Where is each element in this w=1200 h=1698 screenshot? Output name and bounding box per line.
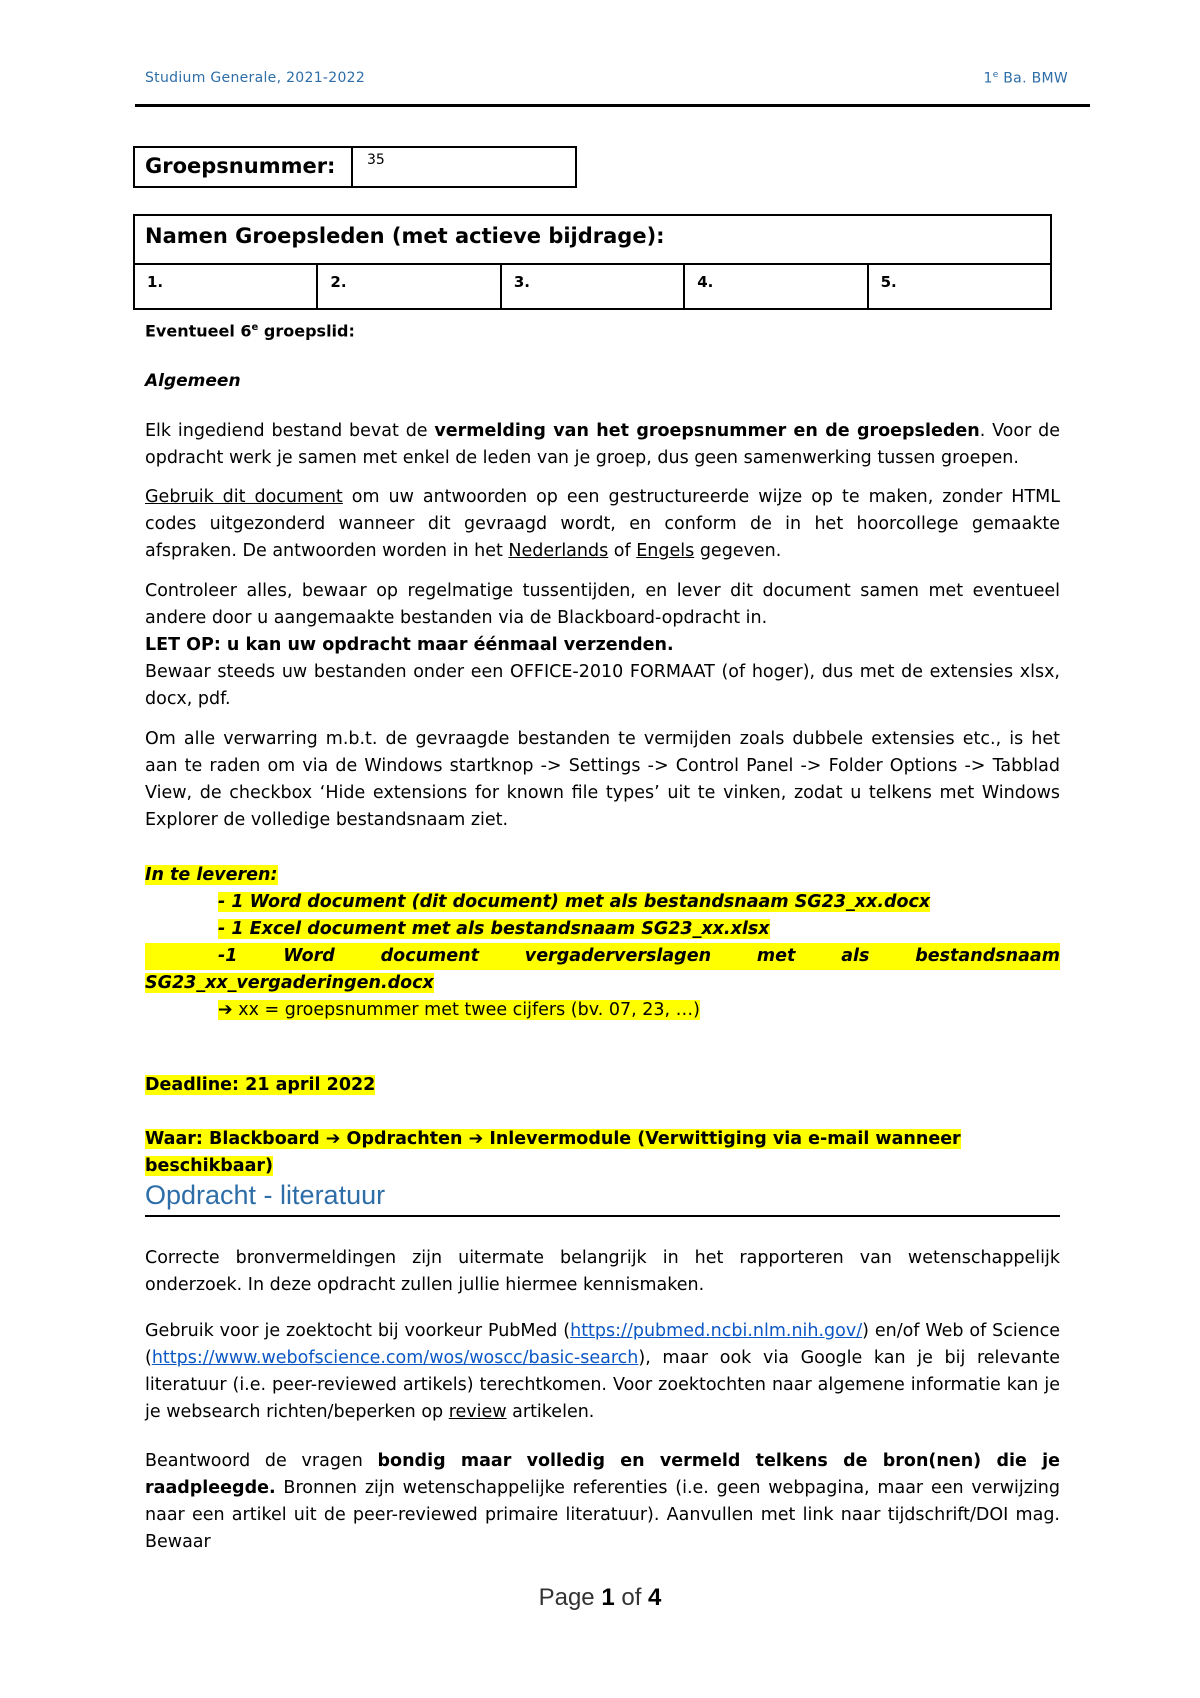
deliverable-note: ➔ xx = groepsnummer met twee cijfers (bv. 07, 23, …) <box>218 1000 700 1020</box>
member-cell-1[interactable]: 1. <box>135 265 318 308</box>
member-cell-5[interactable]: 5. <box>880 273 897 291</box>
deliverable-item-3: -1 Word document vergaderverslagen met als bestandsnaam <box>145 943 1060 970</box>
pubmed-link[interactable]: https://pubmed.ncbi.nlm.nih.gov/ <box>570 1321 863 1341</box>
group-number-value[interactable]: 35 <box>367 152 385 168</box>
members-title: Namen Groepsleden (met actieve bijdrage): <box>145 224 665 248</box>
paragraph-use-document: Gebruik dit document om uw antwoorden op een gestructureerde wijze op te maken, zonder HTML codes uitgezonderd wanneer dit gevraagd wordt, en conform de in het hoorcollege gemaakte afspraken. De antwoorden worden in het Nederlands of Engels gegeven. <box>145 487 1060 561</box>
members-row <box>135 263 1050 308</box>
header-year: 1e Ba. BMW <box>983 70 1068 87</box>
section-title-literatuur: Opdracht - literatuur <box>145 1180 1060 1217</box>
deliverable-item-2: - 1 Excel document met als bestandsnaam SG23_xx.xlsx <box>218 919 770 939</box>
warning-once: LET OP: u kan uw opdracht maar éénmaal verzenden. <box>145 635 674 655</box>
deliverable-item-3-cont: SG23_xx_vergaderingen.docx <box>145 973 434 993</box>
deliverables-block <box>145 862 1060 1024</box>
header-course: Studium Generale, 2021-2022 <box>145 70 366 86</box>
member-cell-4[interactable]: 4. <box>685 265 868 308</box>
page-footer: Page 1 of 4 <box>538 1584 662 1611</box>
extra-member-label: Eventueel 6e groepslid: <box>145 321 355 341</box>
paragraph-submission: Elk ingediend bestand bevat de vermelding van het groepsnummer en de groepsleden. Voor de opdracht werk je samen met enkel de leden van je groep, dus geen samenwerking tussen groepen. <box>145 421 1060 468</box>
deadline: Deadline: 21 april 2022 <box>145 1075 376 1095</box>
deliverables-title: In te leveren: <box>145 865 278 885</box>
page-header <box>135 70 1090 107</box>
paragraph-check: Controleer alles, bewaar op regelmatige tussentijden, en lever dit document samen met eventueel andere door u aangemaakte bestanden via de Blackboard-opdracht in. LET OP: u kan uw opdracht maar éénmaal verzenden. Bewaar steeds uw bestanden onder een OFFICE-2010 FORMAAT (of hoger), dus met de extensies xlsx, docx, pdf. <box>145 581 1060 709</box>
group-number-label: Groepsnummer: <box>135 148 353 186</box>
total-pages: 4 <box>648 1584 662 1611</box>
group-number-box <box>133 146 577 188</box>
arrow-right-icon: ➔ <box>325 1129 341 1149</box>
section-heading-algemeen: Algemeen <box>145 371 241 391</box>
paragraph-references: Correcte bronvermeldingen zijn uitermate belangrijk in het rapporteren van wetenschappelijk onderzoek. In deze opdracht zullen jullie hiermee kennismaken. <box>145 1248 1060 1295</box>
paragraph-extensions: Om alle verwarring m.b.t. de gevraagde bestanden te vermijden zoals dubbele extensies etc., is het aan te raden om via de Windows startknop -> Settings -> Control Panel -> Folder Options -> Tabblad View, de checkbox ‘Hide extensions for known file types’ uit te vinken, zodat u telkens met Windows Explorer de volledige bestandsnaam ziet. <box>145 729 1060 830</box>
paragraph-search: Gebruik voor je zoektocht bij voorkeur PubMed (https://pubmed.ncbi.nlm.nih.gov/) en/of Web of Science (https://www.webofscience.com/wos/woscc/basic-search), maar ook via Google kan je bij relevante literatuur (i.e. peer-reviewed artikels) terechtkomen. Voor zoektochten naar algemene informatie kan je je websearch richten/beperken op review artikelen. <box>145 1321 1061 1422</box>
submission-location: Waar: Blackboard ➔ Opdrachten ➔ Inlevermodule (Verwittiging via e-mail wanneer beschikbaar) <box>145 1129 961 1176</box>
arrow-right-icon: ➔ <box>468 1129 484 1149</box>
member-cell-3[interactable]: 3. <box>502 265 685 308</box>
current-page: 1 <box>601 1584 615 1611</box>
paragraph-answer-instructions: Beantwoord de vragen bondig maar volledig en vermeld telkens de bron(nen) die je raadpleegde. Bronnen zijn wetenschappelijke referenties (i.e. geen webpagina, maar een verwijzing naar een artikel uit de peer-reviewed primaire literatuur). Aanvullen met link naar tijdschrift/DOI mag. Bewaar <box>145 1451 1060 1552</box>
member-cell-2[interactable]: 2. <box>318 265 501 308</box>
webofscience-link[interactable]: https://www.webofscience.com/wos/woscc/basic-search <box>151 1348 639 1368</box>
deliverable-item-1: - 1 Word document (dit document) met als bestandsnaam SG23_xx.docx <box>218 892 931 912</box>
members-table <box>133 214 1052 310</box>
arrow-right-icon: ➔ <box>218 1000 233 1020</box>
